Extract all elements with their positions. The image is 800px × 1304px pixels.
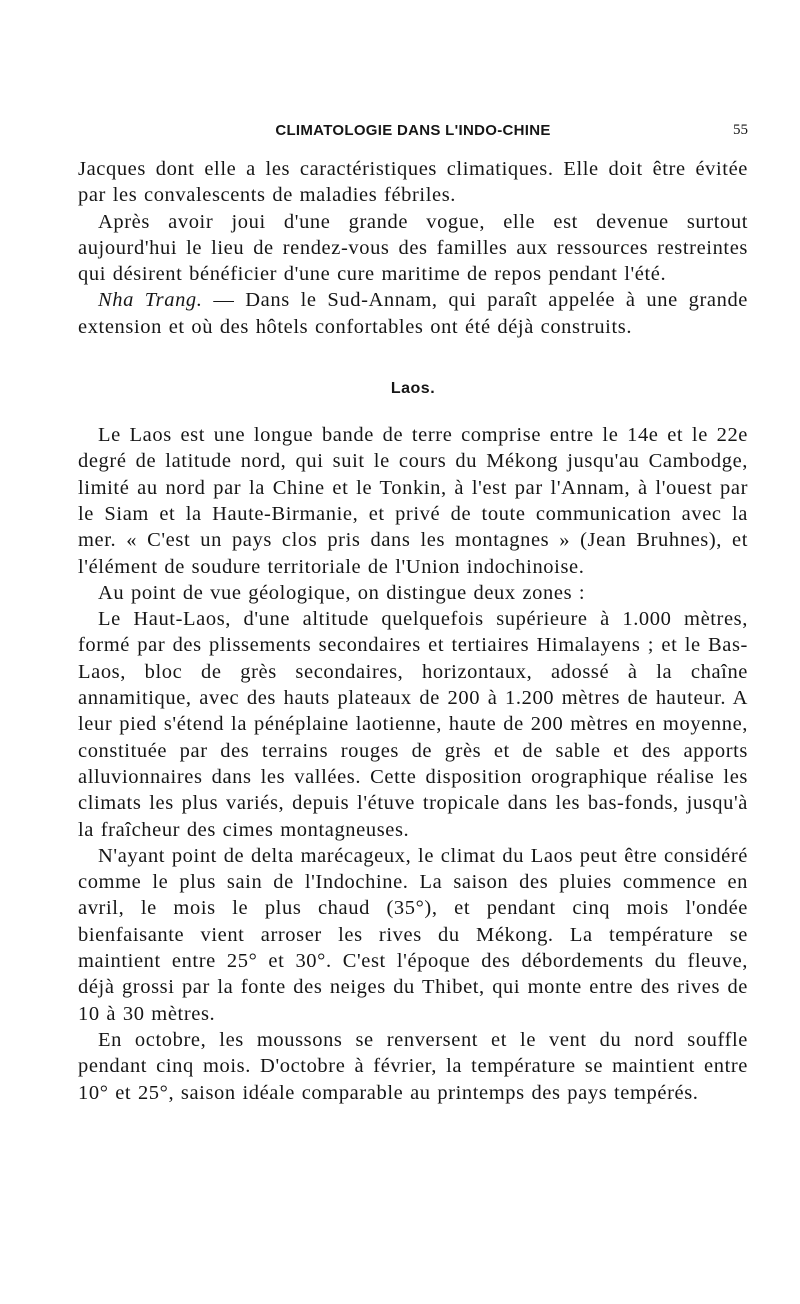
paragraph-nha-trang <box>78 287 748 340</box>
paragraph-laos-intro: Le Laos est une longue bande de terre comprise entre le 14e et le 22e degré de latitude nord, qui suit le cours du Mékong jusqu'au Cambodge, limité au nord par la Chine et le Tonkin, à l'est par l'Annam, à l'ouest par le Siam et la Haute-Birmanie, et privé de toute communication avec la mer. « C'est un pays clos pris dans les montagnes » (Jean Bruhnes), et l'élément de soudure territoriale de l'Union indochinoise. <box>78 424 748 578</box>
page-number: 55 <box>733 122 748 138</box>
place-name-nha-trang: Nha Trang. <box>98 289 203 312</box>
running-title: CLIMATOLOGIE DANS L'INDO-CHINE <box>275 122 551 139</box>
paragraph-geology-zones: Le Haut-Laos, d'une altitude quelquefois supérieure à 1.000 mètres, formé par des plissements secondaires et tertiaires Himalayens ; et le Bas-Laos, bloc de grès secondaires, horizontaux, adossé à la chaîne annamitique, avec des hauts plateaux de 200 à 1.200 mètres de hauteur. A leur pied s'étend la pénéplaine laotienne, haute de 200 mètres en moyenne, constituée par des terrains rouges de grès et de sable et des apports alluvionnaires dans les vallées. Cette disposition orographique réalise les climats les plus variés, depuis l'étuve tropicale dans les bas-fonds, jusqu'à la fraîcheur des cimes montagneuses. <box>78 608 748 841</box>
paragraph-continuation: Jacques dont elle a les caractéristiques climatiques. Elle doit être évitée par les convalescents de maladies fébriles. <box>78 158 748 207</box>
paragraph-climate-rains: N'ayant point de delta marécageux, le climat du Laos peut être considéré comme le plus sain de l'Indochine. La saison des pluies commence en avril, le mois le plus chaud (35°), et pendant cinq mois l'ondée bienfaisante vient arroser les rives du Mékong. La température se maintient entre 25° et 30°. C'est l'époque des débordements du fleuve, déjà grossi par la fonte des neiges du Thibet, qui monte entre des rives de 10 à 30 mètres. <box>78 844 748 1025</box>
paragraph-vogue: Après avoir joui d'une grande vogue, elle est devenue surtout aujourd'hui le lieu de rendez-vous des familles aux ressources restreintes qui désirent bénéficier d'une cure maritime de repos pendant l'été. <box>78 210 748 286</box>
book-page <box>78 118 748 1106</box>
running-header <box>78 118 748 148</box>
paragraph-geology-intro: Au point de vue géologique, on distingue deux zones : <box>98 581 586 604</box>
section-heading-laos: Laos. <box>390 380 436 398</box>
nha-trang-text: — Dans le Sud-Annam, qui paraît appelée à une grande extension et où des hôtels confortables ont été déjà construits. <box>78 289 748 338</box>
paragraph-climate-dry-season: En octobre, les moussons se renversent et le vent du nord souffle pendant cinq mois. D'octobre à février, la température se maintient entre 10° et 25°, saison idéale comparable au printemps des pays tempérés. <box>78 1028 748 1104</box>
